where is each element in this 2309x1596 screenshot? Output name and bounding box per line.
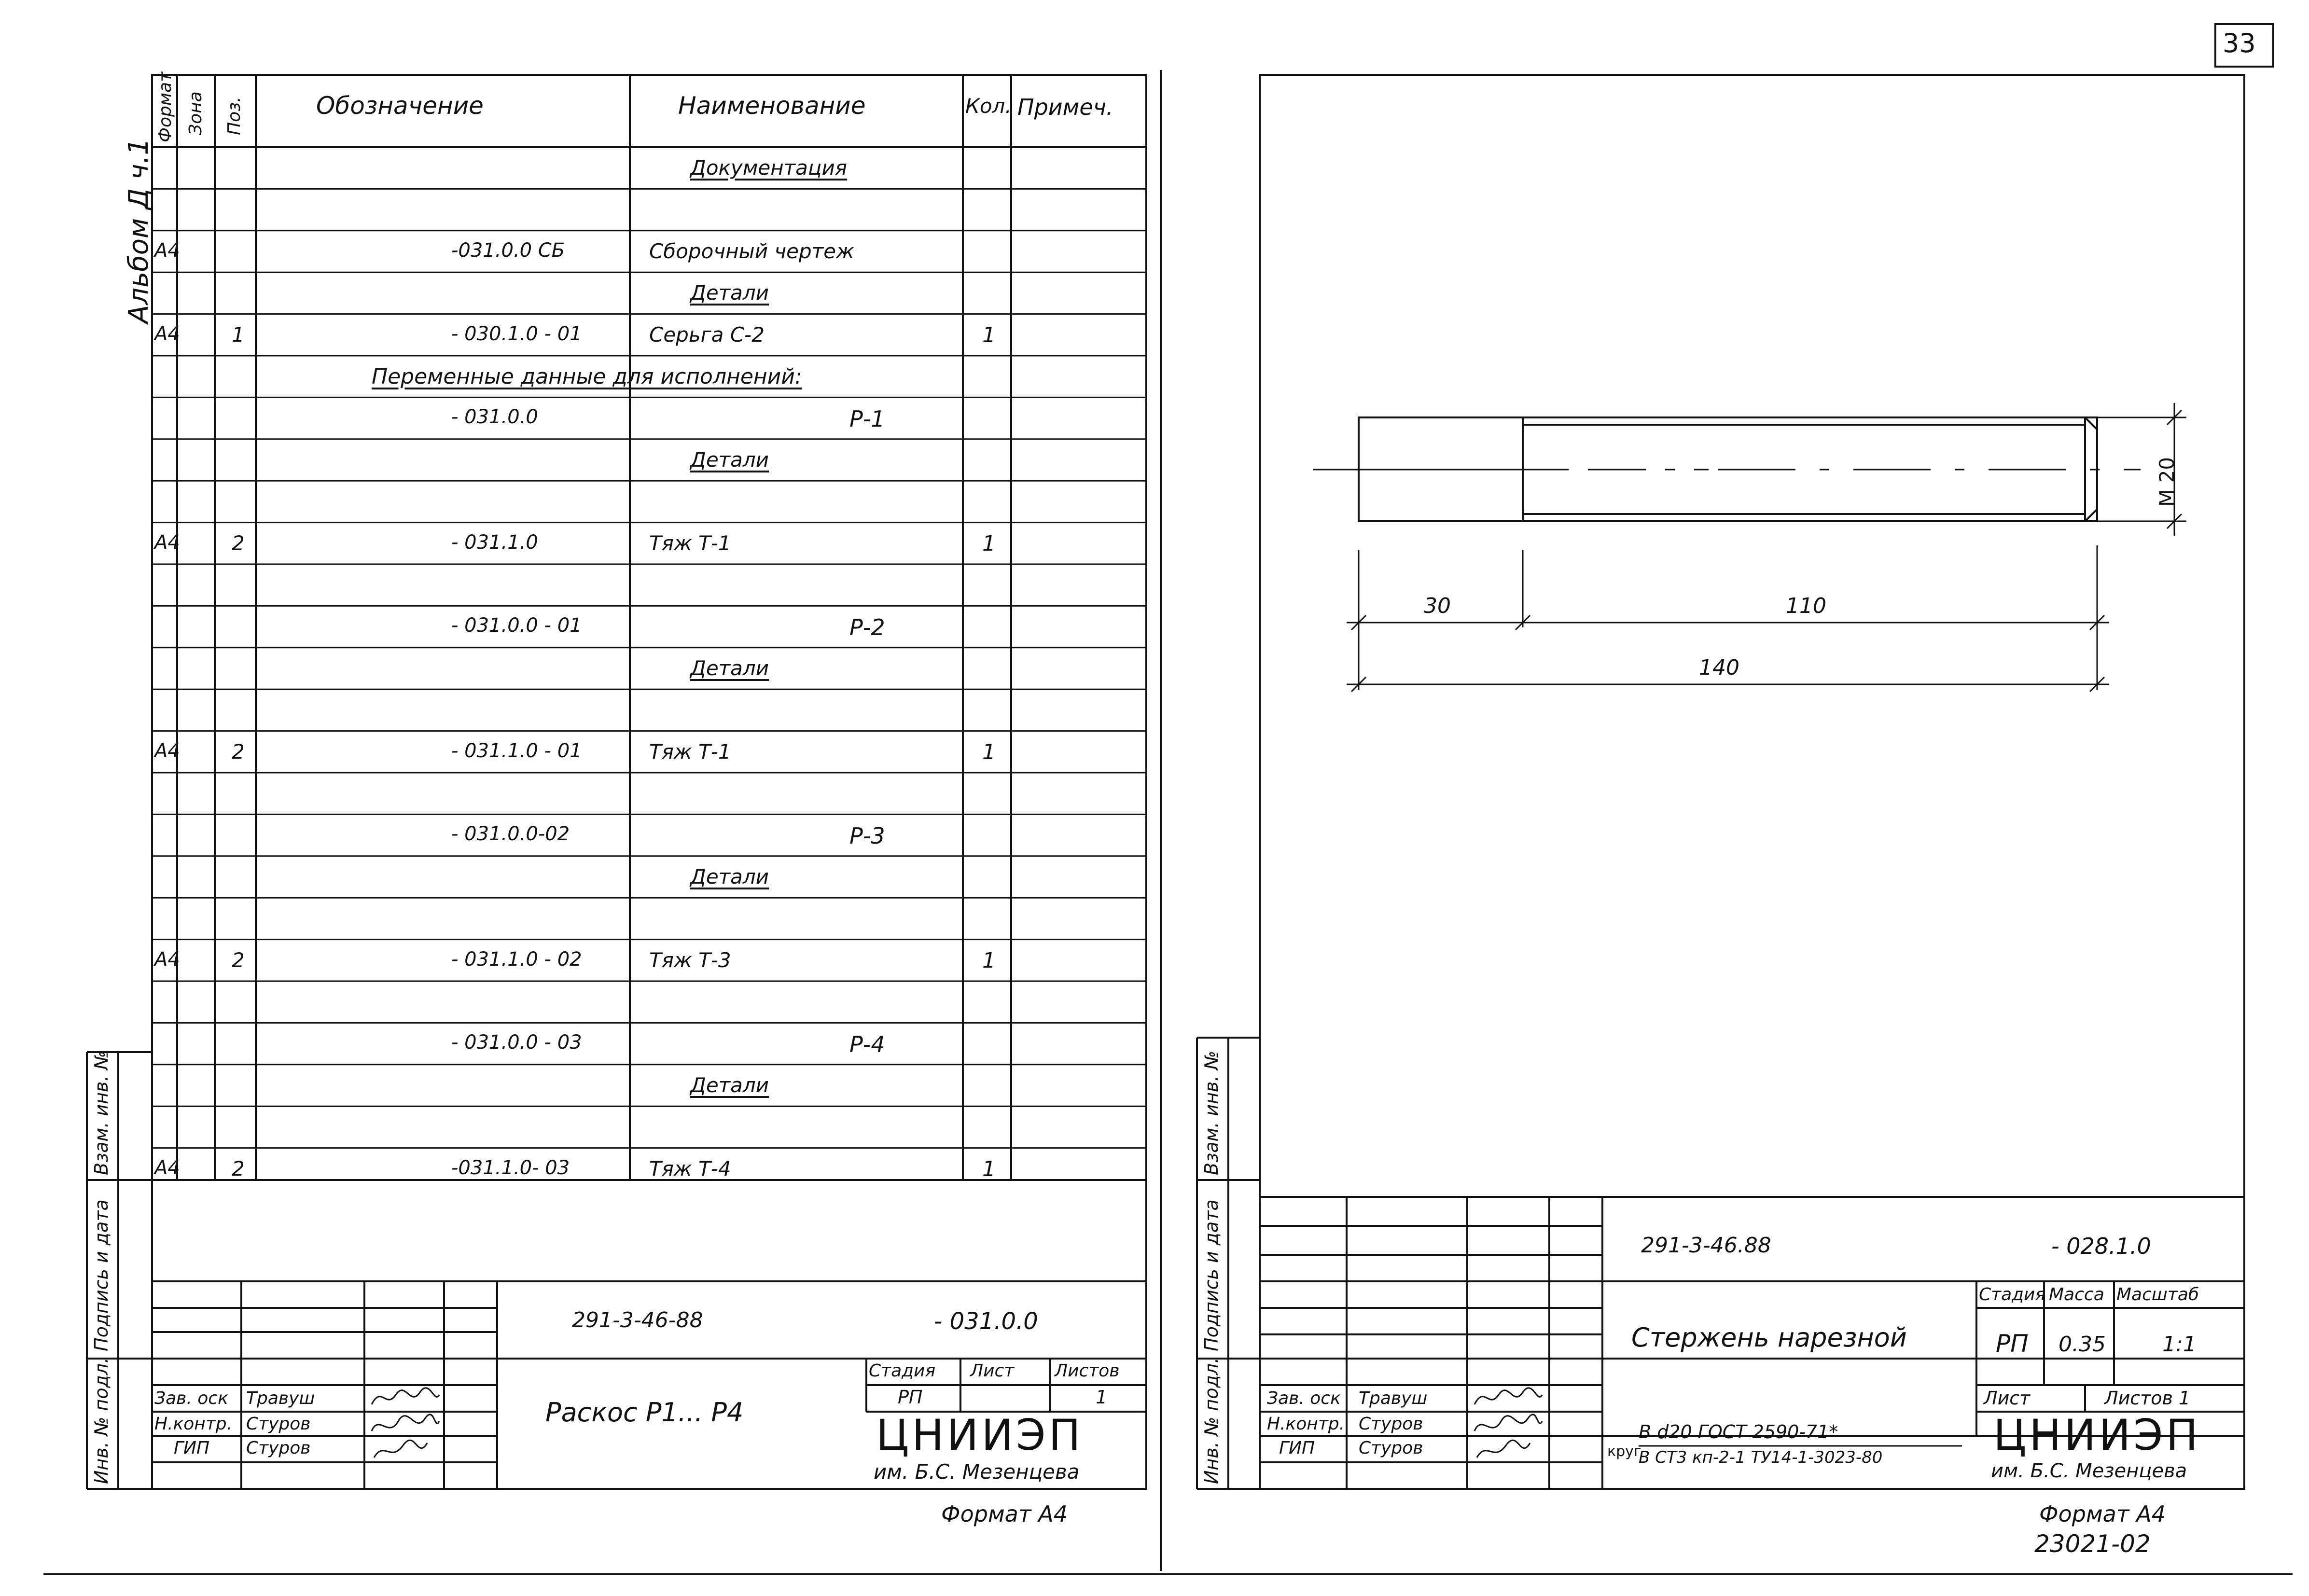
page-number: 33 bbox=[2223, 28, 2256, 58]
rtb-org-sub: им. Б.С. Мезенцева bbox=[1991, 1460, 2187, 1482]
rtb-material-top: В d20 ГОСТ 2590-71* bbox=[1639, 1421, 1838, 1443]
row-variant: Р-4 bbox=[849, 1031, 885, 1058]
row-name: Детали bbox=[690, 656, 769, 680]
row-pos: 1 bbox=[232, 322, 245, 347]
row-format: А4 bbox=[154, 1156, 180, 1179]
row-qty: 1 bbox=[982, 531, 996, 556]
row-qty: 1 bbox=[982, 322, 996, 347]
album-label: Альбом Д ч.1 bbox=[123, 138, 154, 323]
rtb-org: ЦНИИЭП bbox=[1993, 1410, 2201, 1460]
row-name: Сборочный чертеж bbox=[649, 239, 854, 263]
tb-role-2: Н.контр. bbox=[154, 1414, 233, 1434]
rtb-scale-header: Масштаб bbox=[2116, 1285, 2199, 1305]
col-header-pos: Поз. bbox=[224, 97, 244, 135]
row-designation: - 031.0.0 bbox=[451, 406, 538, 429]
row-name: Тяж Т-4 bbox=[649, 1156, 731, 1180]
row-designation: -031.0.0 СБ bbox=[451, 239, 565, 262]
tb-title: Раскос Р1... Р4 bbox=[545, 1397, 744, 1428]
col-header-qty: Кол. bbox=[965, 94, 1012, 118]
row-pos: 2 bbox=[232, 1156, 245, 1180]
rtb-designation: - 028.1.0 bbox=[2051, 1233, 2151, 1259]
row-designation: - 031.0.0 - 03 bbox=[451, 1031, 582, 1054]
rtb-mass: 0.35 bbox=[2059, 1332, 2106, 1357]
rtb-role-1: Зав. оск bbox=[1267, 1388, 1341, 1408]
tb-stage: РП bbox=[898, 1387, 923, 1408]
row-name: Тяж Т-3 bbox=[649, 948, 731, 972]
col-header-format: Формат bbox=[155, 71, 175, 142]
rtb-doc-number: 291-3-46.88 bbox=[1641, 1233, 1771, 1258]
row-name: Детали bbox=[690, 864, 769, 888]
side-inv-podl: Инв. № подл. bbox=[91, 1357, 112, 1484]
side-podp-data: Подпись и дата bbox=[91, 1199, 112, 1351]
row-name: Детали bbox=[690, 447, 769, 472]
col-header-zone: Зона bbox=[186, 91, 206, 135]
col-header-note: Примеч. bbox=[1017, 94, 1113, 120]
archive-number: 23021-02 bbox=[2034, 1530, 2151, 1558]
dim-30: 30 bbox=[1424, 594, 1451, 618]
rtb-name-3: Стуров bbox=[1359, 1438, 1423, 1458]
row-designation: -031.1.0- 03 bbox=[451, 1156, 570, 1179]
dim-110: 110 bbox=[1786, 594, 1826, 618]
side-podp-data-r: Подпись и дата bbox=[1201, 1199, 1222, 1351]
tb-doc-number: 291-3-46-88 bbox=[572, 1308, 703, 1332]
tb-sheets: 1 bbox=[1096, 1387, 1108, 1408]
side-vzam-inv: Взам. инв. № bbox=[91, 1050, 112, 1175]
row-format: А4 bbox=[154, 531, 180, 554]
row-format: А4 bbox=[154, 739, 180, 762]
row-format: А4 bbox=[154, 322, 180, 345]
rtb-material-prefix: круг bbox=[1607, 1443, 1641, 1460]
col-header-name: Наименование bbox=[678, 92, 866, 120]
tb-role-1: Зав. оск bbox=[154, 1388, 228, 1408]
tb-stage-header: Стадия bbox=[869, 1361, 936, 1381]
dim-140: 140 bbox=[1699, 655, 1739, 680]
rtb-name-2: Стуров bbox=[1359, 1414, 1423, 1434]
dim-thread: М 20 bbox=[2155, 457, 2179, 507]
rtb-role-3: ГИП bbox=[1279, 1438, 1315, 1458]
rtb-title: Стержень нарезной bbox=[1631, 1322, 1907, 1353]
tb-role-3: ГИП bbox=[174, 1438, 210, 1458]
row-designation: - 031.1.0 - 02 bbox=[451, 948, 582, 971]
row-variant: Р-2 bbox=[849, 614, 885, 641]
row-designation: - 031.0.0 - 01 bbox=[451, 614, 582, 637]
tb-name-2: Стуров bbox=[246, 1414, 311, 1434]
tb-org: ЦНИИЭП bbox=[876, 1410, 1084, 1460]
row-name: Документация bbox=[690, 156, 848, 180]
row-designation: - 030.1.0 - 01 bbox=[451, 322, 582, 345]
row-name: Тяж Т-1 bbox=[649, 739, 731, 763]
tb-name-3: Стуров bbox=[246, 1438, 311, 1458]
rtb-sheets-header: Листов 1 bbox=[2104, 1388, 2191, 1409]
signatures-right bbox=[1470, 1385, 1547, 1467]
row-pos: 2 bbox=[232, 739, 245, 763]
format-label-right: Формат А4 bbox=[2039, 1501, 2166, 1527]
rtb-role-2: Н.контр. bbox=[1267, 1414, 1345, 1434]
signatures-left bbox=[367, 1385, 444, 1467]
tb-sheet-header: Лист bbox=[970, 1361, 1015, 1381]
row-name: Серьга С-2 bbox=[649, 322, 765, 347]
rtb-material-bottom: В СТ3 кп-2-1 ТУ14-1-3023-80 bbox=[1639, 1448, 1883, 1467]
tb-name-1: Травуш bbox=[246, 1388, 315, 1408]
format-label-left: Формат А4 bbox=[941, 1501, 1068, 1527]
rtb-sheet-header: Лист bbox=[1984, 1388, 2031, 1409]
row-name: Тяж Т-1 bbox=[649, 531, 731, 555]
row-qty: 1 bbox=[982, 948, 996, 973]
row-format: А4 bbox=[154, 239, 180, 262]
row-designation: - 031.0.0-02 bbox=[451, 823, 570, 846]
row-pos: 2 bbox=[232, 948, 245, 972]
rtb-scale: 1:1 bbox=[2162, 1332, 2197, 1357]
row-designation: - 031.1.0 - 01 bbox=[451, 739, 582, 762]
material-fraction-line bbox=[1639, 1444, 1967, 1447]
side-vzam-inv-r: Взам. инв. № bbox=[1201, 1050, 1222, 1175]
rtb-stage-header: Стадия bbox=[1979, 1285, 2046, 1305]
rtb-name-1: Травуш bbox=[1359, 1388, 1428, 1408]
row-qty: 1 bbox=[982, 1156, 996, 1181]
row-format: А4 bbox=[154, 948, 180, 971]
tb-designation: - 031.0.0 bbox=[934, 1308, 1038, 1335]
rtb-stage: РП bbox=[1996, 1330, 2029, 1358]
row-designation: - 031.1.0 bbox=[451, 531, 538, 554]
row-name: Детали bbox=[690, 1073, 769, 1097]
tb-sheets-header: Листов bbox=[1055, 1361, 1120, 1381]
row-variant: Р-3 bbox=[849, 823, 885, 849]
col-header-designation: Обозначение bbox=[316, 92, 484, 120]
row-span-title: Переменные данные для исполнений: bbox=[372, 364, 802, 389]
side-inv-podl-r: Инв. № подл. bbox=[1201, 1357, 1222, 1484]
tb-org-sub: им. Б.С. Мезенцева bbox=[874, 1460, 1080, 1484]
row-name: Детали bbox=[690, 281, 769, 305]
rtb-mass-header: Масса bbox=[2049, 1285, 2104, 1305]
row-qty: 1 bbox=[982, 739, 996, 764]
row-pos: 2 bbox=[232, 531, 245, 555]
row-variant: Р-1 bbox=[849, 406, 885, 432]
